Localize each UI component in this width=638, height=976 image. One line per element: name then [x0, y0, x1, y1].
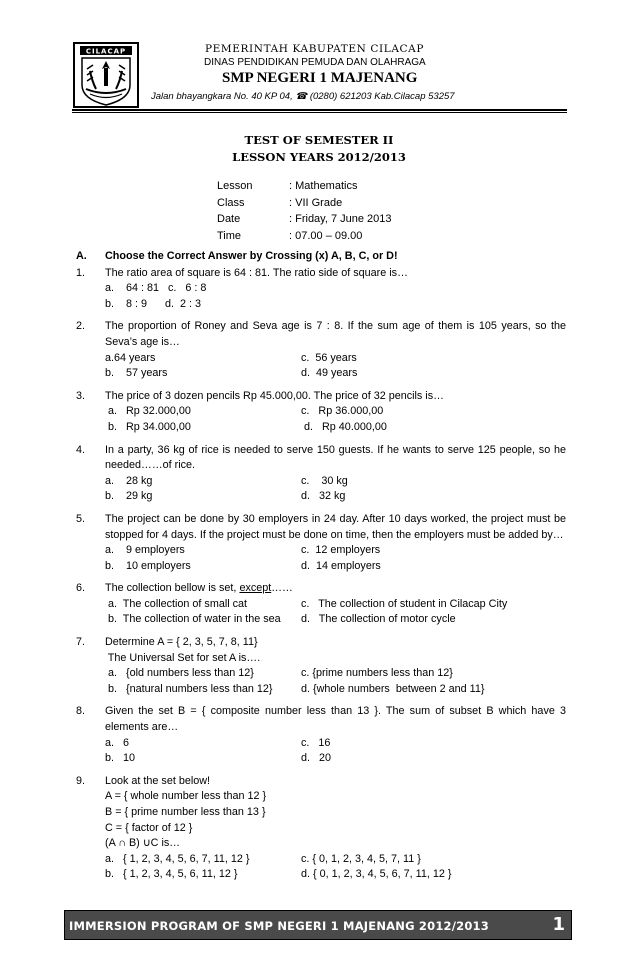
- page-number: 1: [552, 914, 565, 935]
- question-text: The project can be done by 30 employers in 24 day. After 10 days worked, the project must be stopped for 4 days. If the project must be done on time, then the employers must be added by…: [105, 512, 566, 541]
- answer-option-b: b. 10: [105, 752, 136, 765]
- info-label: Date: [217, 213, 241, 225]
- answer-option-c: c. 56 years: [301, 351, 357, 364]
- answer-option-d: d. 49 years: [301, 367, 358, 380]
- info-row-date: [217, 211, 392, 228]
- answer-option-a: a. Rp 32.000,00: [105, 405, 191, 418]
- question-number: 7.: [76, 636, 86, 649]
- question-3: [76, 389, 566, 436]
- info-label: Class: [217, 196, 245, 209]
- answer-option-a: a. 6: [105, 736, 130, 749]
- answer-option-b: b. 57 years: [105, 367, 168, 380]
- question-5: [76, 512, 566, 574]
- answer-option-d: d. Rp 40.000,00: [301, 420, 387, 433]
- question-number: 5.: [76, 512, 86, 525]
- info-label: Lesson: [217, 180, 253, 192]
- answer-option-a: a. { 1, 2, 3, 4, 5, 6, 7, 11, 12 }: [105, 852, 250, 865]
- question-2: [76, 319, 566, 381]
- page-footer: [64, 910, 572, 940]
- set-definition-a: A = { whole number less than 12 }: [105, 790, 267, 803]
- question-text: The proportion of Roney and Seva age is 7 : 8. If the sum age of them is 105 years, so the Seva’s age is…: [105, 320, 566, 348]
- answer-option-b: b. { 1, 2, 3, 4, 5, 6, 11, 12 }: [105, 868, 238, 881]
- question-text: [105, 581, 566, 597]
- question-number: 2.: [76, 320, 86, 333]
- question-text: In a party, 36 kg of rice is needed to serve 150 guests. If he wants to serve 125 people, so he needed……of rice.: [105, 443, 566, 472]
- question-text-end: ……: [271, 582, 293, 595]
- answer-option-c: c. {prime numbers less than 12}: [301, 667, 453, 680]
- answer-option-d: d. The collection of motor cycle: [301, 613, 456, 626]
- set-definition-b: B = { prime number less than 13 }: [105, 806, 266, 818]
- answer-option-c: c. The collection of student in Cilacap City: [301, 597, 508, 610]
- set-definition-c: C = { factor of 12 }: [105, 821, 193, 834]
- question-4: [76, 443, 566, 505]
- section-instructions: Choose the Correct Answer by Crossing (x) A, B, C, or D!: [105, 250, 398, 262]
- letterhead-school: SMP NEGERI 1 MAJENANG: [222, 70, 418, 86]
- question-emphasis: except: [239, 582, 272, 595]
- question-6: [76, 581, 566, 628]
- question-number: 4.: [76, 443, 86, 456]
- answer-option-c: c. { 0, 1, 2, 3, 4, 5, 7, 11 }: [301, 852, 421, 865]
- section-header: [76, 249, 566, 265]
- question-text: Determine A = { 2, 3, 5, 7, 8, 11}: [105, 636, 258, 649]
- letterhead-government: PEMERINTAH KABUPATEN CILACAP: [205, 43, 424, 55]
- info-row-time: [217, 228, 392, 245]
- answer-option-c: c. 30 kg: [301, 474, 348, 487]
- question-7: [76, 635, 566, 697]
- answer-option-a: a. The collection of small cat: [105, 597, 248, 610]
- test-title: TEST OF SEMESTER II: [244, 133, 394, 147]
- question-number: 6.: [76, 582, 86, 595]
- letterhead-divider-thin: [72, 112, 567, 113]
- answer-options-row: a. 64 : 81 c. 6 : 8: [105, 282, 207, 295]
- answer-option-b: b. The collection of water in the sea: [105, 613, 281, 626]
- question-text: Look at the set below!: [105, 774, 211, 787]
- answer-option-b: b. 10 employers: [105, 559, 191, 572]
- question-text: The price of 3 dozen pencils Rp 45.000,00. The price of 32 pencils is…: [105, 389, 444, 402]
- question-number: 8.: [76, 705, 86, 718]
- info-row-lesson: [217, 178, 392, 195]
- info-value: : Friday, 7 June 2013: [289, 213, 392, 225]
- cilacap-regency-logo-icon: [72, 41, 140, 109]
- question-list: [76, 249, 566, 883]
- footer-program-title: IMMERSION PROGRAM OF SMP NEGERI 1 MAJENANG 2012/2013: [69, 919, 489, 933]
- info-value: : Mathematics: [289, 180, 358, 192]
- question-text: The ratio area of square is 64 : 81. The ratio side of square is…: [105, 266, 408, 279]
- answer-option-d: d. { 0, 1, 2, 3, 4, 5, 6, 7, 11, 12 }: [301, 868, 452, 881]
- letterhead-address: Jalan bhayangkara No. 40 KP 04, ☎ (0280) 621203 Kab.Cilacap 53257: [151, 91, 455, 102]
- letterhead-department: DINAS PENDIDIKAN PEMUDA DAN OLAHRAGA: [204, 57, 426, 68]
- section-number: A.: [76, 250, 87, 262]
- test-info: [217, 178, 392, 244]
- question-subtext: The Universal Set for set A is….: [105, 651, 261, 664]
- answer-option-a: a. {old numbers less than 12}: [105, 667, 254, 680]
- answer-option-c: c. Rp 36.000,00: [301, 405, 384, 418]
- question-number: 3.: [76, 389, 86, 402]
- answer-option-b: b. 29 kg: [105, 490, 153, 503]
- answer-option-b: b. {natural numbers less than 12}: [105, 682, 273, 695]
- set-expression: (A ∩ B) ∪C is…: [105, 837, 181, 850]
- logo-text: CILACAP: [85, 47, 127, 56]
- question-8: [76, 704, 566, 766]
- answer-option-d: d. 32 kg: [301, 490, 346, 503]
- answer-option-a: a. 28 kg: [105, 474, 153, 487]
- answer-option-c: c. 16: [301, 736, 331, 749]
- test-subtitle: LESSON YEARS 2012/2013: [232, 150, 406, 164]
- letterhead-divider: [72, 109, 567, 111]
- answer-option-a: a.64 years: [105, 351, 156, 364]
- answer-options-row: b. 8 : 9 d. 2 : 3: [105, 297, 202, 310]
- answer-option-c: c. 12 employers: [301, 544, 381, 557]
- answer-option-a: a. 9 employers: [105, 544, 185, 557]
- question-text: Given the set B = { composite number less than 13 }. The sum of subset B which have 3 elements are…: [105, 705, 566, 734]
- answer-option-d: d. {whole numbers between 2 and 11}: [301, 682, 485, 695]
- answer-option-d: d. 20: [301, 752, 332, 765]
- info-value: : VII Grade: [289, 196, 343, 209]
- answer-option-b: b. Rp 34.000,00: [105, 420, 191, 433]
- question-9: [76, 774, 566, 883]
- question-1: [76, 266, 566, 313]
- question-number: 9.: [76, 774, 86, 787]
- answer-option-d: d. 14 employers: [301, 559, 381, 572]
- info-label: Time: [217, 229, 242, 242]
- info-row-class: [217, 195, 392, 212]
- info-value: : 07.00 – 09.00: [289, 229, 363, 242]
- question-number: 1.: [76, 266, 86, 279]
- question-text-start: The collection bellow is set,: [105, 582, 240, 595]
